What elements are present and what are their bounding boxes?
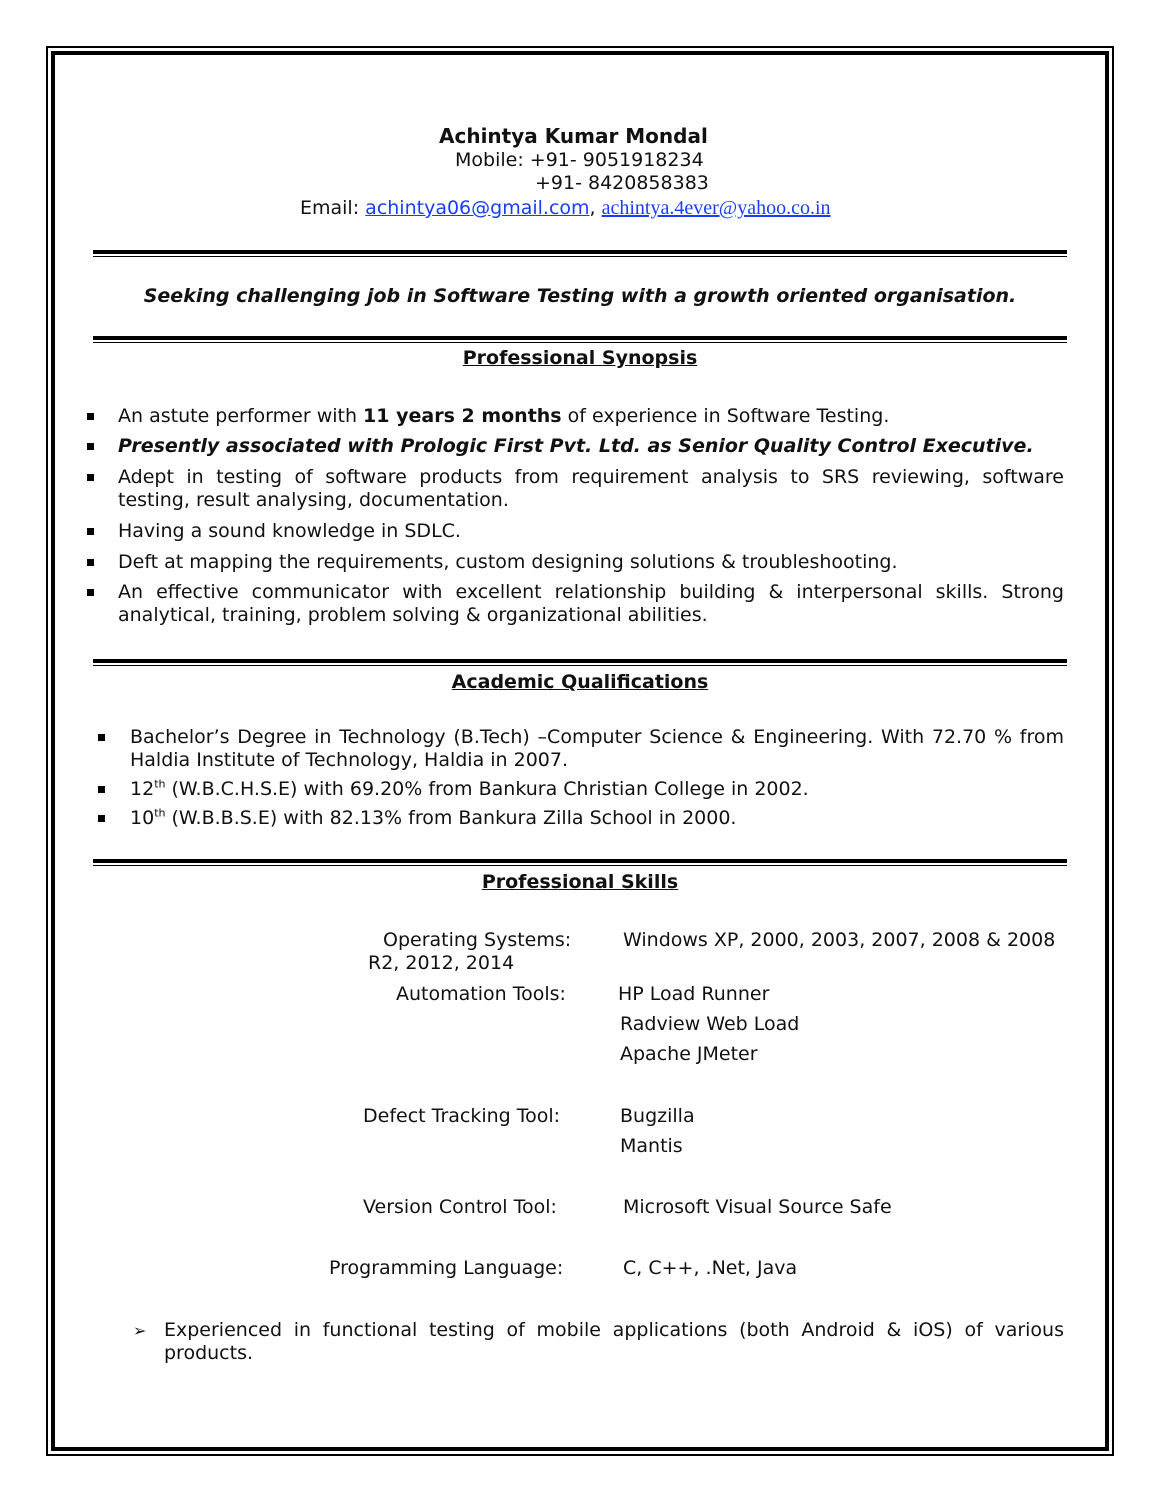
synopsis-item-communicator-line-1: An effective communicator with excellent relationship building & interpersonal skills. Strong bbox=[118, 581, 1064, 603]
bullet-icon bbox=[98, 734, 105, 741]
academics-item-text: (W.B.B.S.E) with 82.13% from Bankura Zilla School in 2000. bbox=[165, 807, 737, 829]
bullet-icon bbox=[87, 559, 94, 566]
bullet-icon bbox=[98, 786, 105, 793]
section-divider bbox=[93, 250, 1067, 257]
skill-value-language: C, C++, .Net, Java bbox=[623, 1257, 798, 1279]
academics-heading: Academic Qualifications bbox=[451, 671, 709, 693]
experience-duration: 11 years 2 months bbox=[363, 405, 562, 427]
grade-number: 10 bbox=[130, 807, 155, 829]
grade-suffix: th bbox=[154, 777, 166, 791]
skill-value-os: Windows XP, 2000, 2003, 2007, 2008 & 2008 bbox=[623, 929, 1056, 951]
academics-item-12th bbox=[130, 778, 809, 801]
synopsis-item-testing-line-1: Adept in testing of software products from requirement analysis to SRS reviewing, software bbox=[118, 466, 1064, 488]
synopsis-item-current-role: Presently associated with Prologic First Pvt. Ltd. as Senior Quality Control Executive. bbox=[118, 435, 1034, 457]
section-divider bbox=[93, 659, 1067, 666]
skills-heading: Professional Skills bbox=[481, 871, 679, 893]
skill-label-version: Version Control Tool: bbox=[363, 1196, 557, 1218]
section-divider bbox=[93, 859, 1067, 866]
skill-value-version: Microsoft Visual Source Safe bbox=[623, 1196, 892, 1218]
skill-value-defect: Bugzilla bbox=[620, 1105, 695, 1127]
email-link-yahoo[interactable]: achintya.4ever@yahoo.co.in bbox=[601, 197, 831, 219]
skill-value-automation: Apache JMeter bbox=[620, 1043, 758, 1065]
synopsis-item-text: An astute performer with bbox=[118, 405, 364, 427]
synopsis-item-requirements: Deft at mapping the requirements, custom designing solutions & troubleshooting. bbox=[118, 551, 898, 573]
bullet-icon bbox=[87, 589, 94, 596]
bullet-icon bbox=[98, 815, 105, 822]
synopsis-item-sdlc: Having a sound knowledge in SDLC. bbox=[118, 520, 461, 542]
bullet-icon bbox=[87, 413, 94, 420]
skill-label-automation: Automation Tools: bbox=[396, 983, 566, 1005]
academics-item-btech-line-2: Haldia Institute of Technology, Haldia in 2007. bbox=[130, 749, 569, 771]
synopsis-item-communicator-line-2: analytical, training, problem solving & organizational abilities. bbox=[118, 604, 708, 626]
academics-item-btech-line-1: Bachelor’s Degree in Technology (B.Tech) –Computer Science & Engineering. With 72.70 % from bbox=[130, 726, 1064, 748]
mobile-testing-line-1: Experienced in functional testing of mobile applications (both Android & iOS) of various bbox=[164, 1319, 1064, 1341]
synopsis-heading: Professional Synopsis bbox=[462, 347, 698, 369]
skill-label-os: Operating Systems: bbox=[383, 929, 572, 951]
grade-number: 12 bbox=[130, 778, 155, 800]
bullet-icon bbox=[87, 474, 94, 481]
skill-label-defect: Defect Tracking Tool: bbox=[363, 1105, 561, 1127]
mobile-number-2: +91- 8420858383 bbox=[535, 172, 709, 194]
mobile-label: Mobile: bbox=[455, 149, 524, 171]
academics-item-text: (W.B.C.H.S.E) with 69.20% from Bankura Christian College in 2002. bbox=[165, 778, 809, 800]
mobile-line-1 bbox=[455, 149, 704, 172]
mobile-number-1: +91- 9051918234 bbox=[529, 149, 704, 171]
synopsis-item-experience bbox=[118, 405, 889, 428]
candidate-name: Achintya Kumar Mondal bbox=[439, 124, 708, 148]
skill-value-automation: Radview Web Load bbox=[620, 1013, 800, 1035]
skill-label-language: Programming Language: bbox=[329, 1257, 564, 1279]
synopsis-item-testing-line-2: testing, result analysing, documentation. bbox=[118, 489, 509, 511]
skill-value-defect: Mantis bbox=[620, 1135, 683, 1157]
section-divider bbox=[93, 336, 1067, 343]
career-objective: Seeking challenging job in Software Testing with a growth oriented organisation. bbox=[143, 285, 1017, 307]
email-line bbox=[300, 197, 831, 220]
bullet-icon bbox=[87, 443, 94, 450]
email-label: Email: bbox=[300, 197, 360, 219]
academics-item-10th bbox=[130, 807, 736, 830]
email-link-gmail[interactable]: achintya06@gmail.com bbox=[365, 197, 590, 219]
grade-suffix: th bbox=[154, 806, 166, 820]
email-separator: , bbox=[589, 197, 596, 219]
arrow-bullet-icon: ➢ bbox=[133, 1321, 147, 1340]
skill-value-os-cont: R2, 2012, 2014 bbox=[368, 952, 515, 974]
skill-value-automation: HP Load Runner bbox=[618, 983, 770, 1005]
bullet-icon bbox=[87, 528, 94, 535]
mobile-testing-line-2: products. bbox=[164, 1342, 254, 1364]
synopsis-item-text: of experience in Software Testing. bbox=[561, 405, 890, 427]
